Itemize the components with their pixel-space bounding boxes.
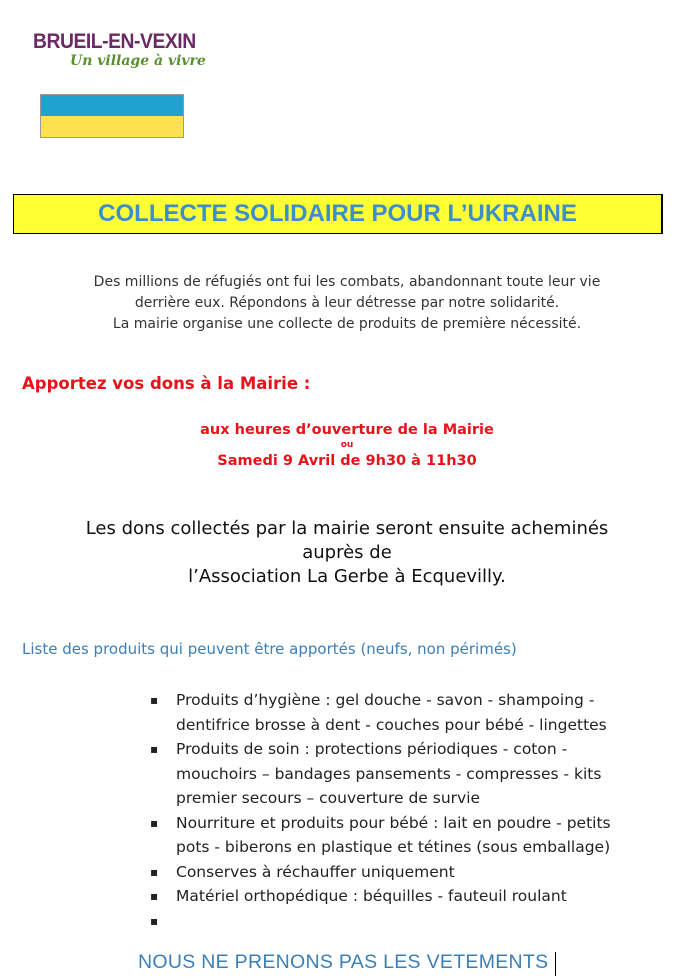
collection-times bbox=[0, 420, 694, 472]
opening-hours-text: aux heures d’ouverture de la Mairie bbox=[200, 422, 494, 438]
product-list bbox=[148, 688, 648, 933]
bullet-icon: ▪ bbox=[150, 815, 159, 830]
bullet-icon: ▪ bbox=[150, 742, 159, 756]
intro-line: La mairie organise une collecte de produits de première nécessité. bbox=[112, 316, 582, 332]
bullet-icon: ▪ bbox=[150, 693, 159, 707]
product-list-title: Liste des produits qui peuvent être apportés (neufs, non périmés) bbox=[22, 640, 517, 658]
or-text: ou bbox=[340, 440, 354, 450]
list-item-text: Produits d’hygiène : gel douche - savon - shampoing - dentifrice brosse à dent - couches pour bébé - lingettes bbox=[176, 691, 607, 734]
list-item-text: Matériel orthopédique : béquilles - fauteuil roulant bbox=[176, 887, 567, 905]
list-item-text: Nourriture et produits pour bébé : lait en poudre - petits pots - biberons en plastique et tétines (sous emballage) bbox=[176, 813, 611, 856]
title-banner bbox=[13, 194, 663, 234]
list-item bbox=[148, 737, 648, 811]
footer-notice: NOUS NE PRENONS PAS LES VETEMENTS bbox=[138, 951, 549, 973]
flag-bottom-stripe bbox=[41, 116, 183, 137]
list-item-text: Produits de soin : protections périodiques - coton - mouchoirs – bandages pansements - compresses - kits premier secours – couverture de survie bbox=[176, 740, 602, 807]
destination-line: l’Association La Gerbe à Ecquevilly. bbox=[188, 566, 506, 587]
list-item bbox=[148, 811, 648, 860]
bullet-icon: ▪ bbox=[150, 913, 159, 928]
list-item bbox=[148, 688, 648, 737]
list-item bbox=[148, 860, 648, 885]
intro-line: derrière eux. Répondons à leur détresse par notre solidarité. bbox=[134, 295, 560, 311]
list-item bbox=[148, 909, 648, 934]
saturday-date-text: Samedi 9 Avril de 9h30 à 11h30 bbox=[217, 453, 477, 469]
intro-paragraph bbox=[0, 272, 694, 335]
text-cursor bbox=[555, 952, 556, 976]
donation-heading: Apportez vos dons à la Mairie : bbox=[22, 374, 311, 393]
logo-subtitle: Un village à vivre bbox=[70, 53, 206, 69]
bullet-icon: ▪ bbox=[150, 889, 159, 903]
destination-line: auprès de bbox=[302, 542, 392, 563]
ukraine-flag bbox=[40, 94, 184, 138]
bullet-icon: ▪ bbox=[150, 864, 159, 879]
destination-line: Les dons collectés par la mairie seront ensuite acheminés bbox=[85, 518, 609, 539]
flag-top-stripe bbox=[41, 95, 183, 116]
destination-paragraph bbox=[0, 517, 694, 589]
list-item bbox=[148, 884, 648, 909]
intro-line: Des millions de réfugiés ont fui les combats, abandonnant toute leur vie bbox=[93, 274, 601, 290]
list-item-text: Conserves à réchauffer uniquement bbox=[176, 862, 455, 881]
logo-title: BRUEIL-EN-VEXIN bbox=[33, 30, 196, 53]
page-title: COLLECTE SOLIDAIRE POUR L’UKRAINE bbox=[98, 200, 577, 227]
